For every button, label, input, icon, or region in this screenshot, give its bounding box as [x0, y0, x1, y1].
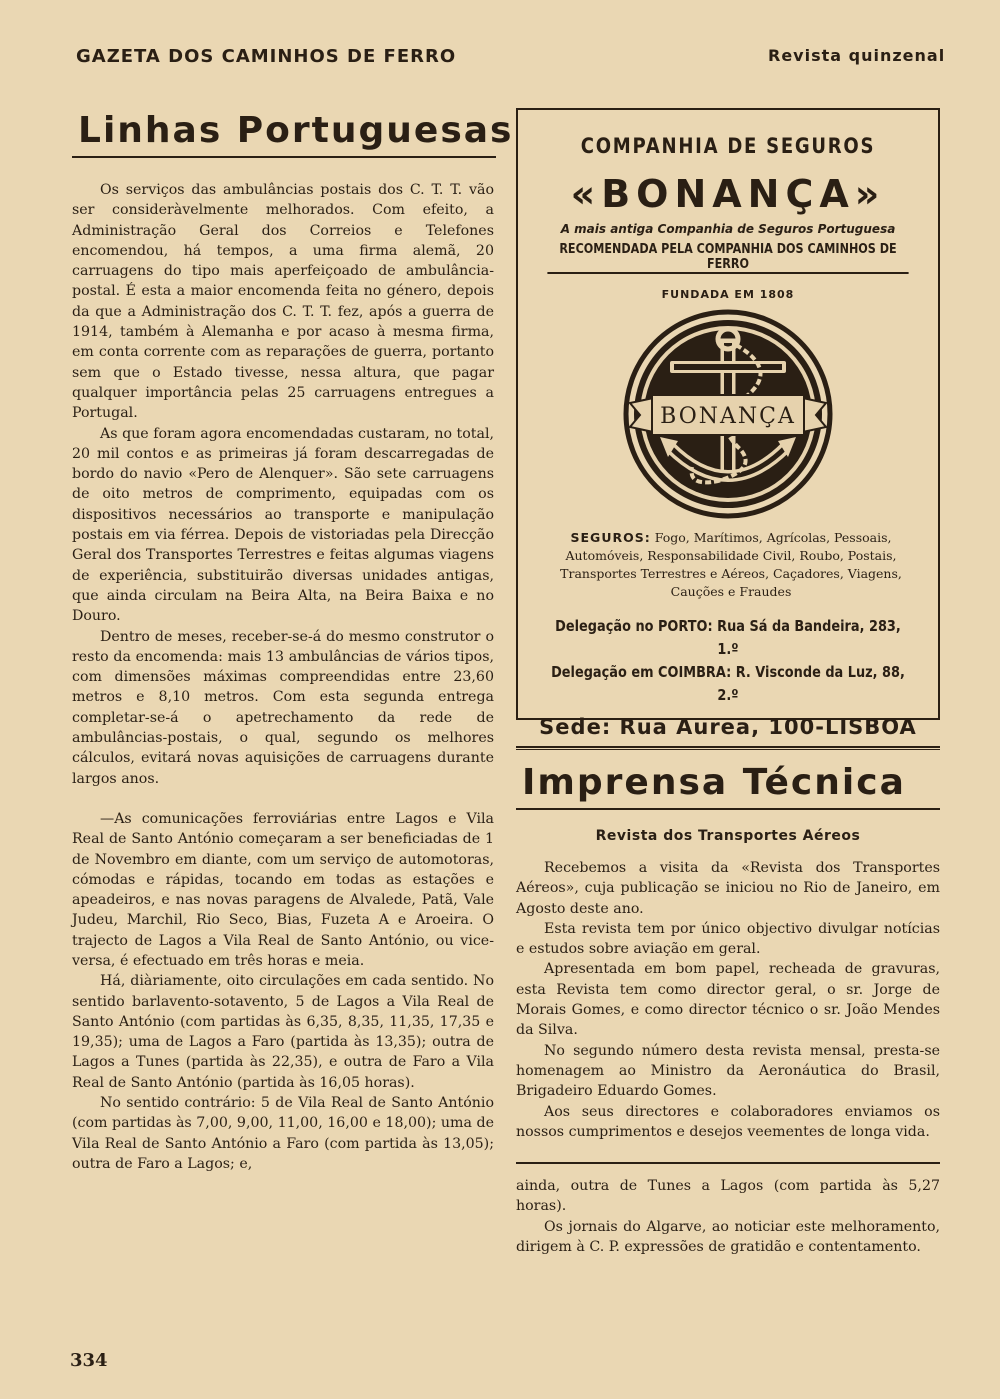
paragraph-spacer	[72, 789, 494, 809]
ad-company-name: «BONANÇA»	[570, 172, 886, 216]
running-header-subtitle: Revista quinzenal	[768, 46, 946, 65]
article-paragraph: Os serviços das ambulâncias postais dos C. T. T. vão ser consideràvelmente melhorados. Com efeito, a Administração Geral dos Correios e Telefones encomendou, há tempos, a uma firma alemã, 20 carruagens do tipo mais aperfeiçoado de ambulância-postal. É esta a maior encomenda feita no género, depois da que a Administração dos C. T. T. fez, após a guerra de 1914, também à Alemanha e por acaso à mesma firma, em conta corrente com as reparações de guerra, portanto sem que o Estado tivesse, nessa altura, que pagar qualquer importância pelas 25 carruagens entregues a Portugal.	[72, 182, 494, 422]
section-title-linhas-portuguesas: Linhas Portuguesas	[78, 110, 514, 151]
ad-delegation-coimbra: Delegação em COIMBRA: R. Visconde da Luz, 88, 2.º	[551, 663, 905, 704]
article-paragraph: ainda, outra de Tunes a Lagos (com partida às 5,27 horas).	[516, 1178, 940, 1215]
ad-company-label: COMPANHIA DE SEGUROS	[580, 134, 876, 158]
right-column	[516, 108, 940, 1257]
article-paragraph: Dentro de meses, receber-se-á do mesmo construtor o resto da encomenda: mais 13 ambulâncias de vários tipos, com dimensões máximas compreendidas entre 23,60 metros e 8,10 metros. Com esta segunda entrega completar-se-á o apetrechamento da rede de ambulâncias-postais, o qual, segundo os melhores cálculos, evitará novas aquisições de carruagens durante largos anos.	[72, 628, 494, 787]
ad-delegations	[547, 615, 908, 707]
article-continuation	[516, 1176, 940, 1257]
article-linhas-portuguesas	[72, 180, 496, 1174]
ad-services-list: Fogo, Marítimos, Agrícolas, Pessoais, Automóveis, Responsabilidade Civil, Roubo, Postais, Transportes Terrestres e Aéreos, Caçadores, Viagens, Cauções e Fraudes	[560, 530, 902, 599]
running-header-title: GAZETA DOS CAMINHOS DE FERRO	[76, 46, 457, 67]
article-paragraph: No sentido contrário: 5 de Vila Real de Santo António (com partidas às 7,00, 9,00, 11,00, 16,00 e 18,00); uma de Vila Real de Santo António a Faro (com partida às 13,05); outra de Faro a Lagos; e,	[72, 1095, 494, 1172]
press-subtitle: Revista dos Transportes Aéreos	[595, 828, 861, 844]
article-paragraph: Esta revista tem por único objectivo divulgar notícias e estudos sobre aviação em geral.	[516, 920, 940, 958]
title-rule	[72, 156, 496, 158]
page-number: 334	[70, 1350, 108, 1371]
section-title-imprensa-tecnica: Imprensa Técnica	[522, 762, 906, 803]
article-paragraph: No segundo número desta revista mensal, presta-se homenagem ao Ministro da Aeronáutica do Brasil, Brigadeiro Eduardo Gomes.	[516, 1042, 940, 1100]
article-paragraph: Recebemos a visita da «Revista dos Transportes Aéreos», cuja publicação se iniciou no Rio de Janeiro, em Agosto deste ano.	[516, 860, 940, 917]
article-paragraph: Os jornais do Algarve, ao noticiar este melhoramento, dirigem à C. P. expressões de gratidão e contentamento.	[516, 1218, 940, 1256]
ad-founded: FUNDADA EM 1808	[661, 288, 795, 301]
article-paragraph: As que foram agora encomendadas custaram, no total, 20 mil contos e as primeiras já foram descarregadas de bordo do navio «Pero de Alenquer». São sete carruagens de oito metros de comprimento, equipadas com os dispositivos necessários ao transporte e manipulação postais em via férrea. Depois de vistoriadas pela Direcção Geral dos Transportes Terrestres e feitas algumas viagens de experiência, substituirão diversas unidades antigas, que ainda circulam na Beira Alta, na Beira Baixa e no Douro.	[72, 425, 494, 625]
title-rule	[516, 808, 940, 810]
left-column	[72, 108, 514, 1174]
column-divider	[516, 1162, 940, 1164]
anchor-emblem-icon	[608, 309, 848, 519]
article-paragraph: Há, diàriamente, oito circulações em cada sentido. No sentido barlavento-sotavento, 5 de Lagos a Vila Real de Santo António (com partidas às 6,35, 8,35, 11,35, 17,35 e 19,35); uma de Lagos a Faro (partida às 13,35); outra de Lagos a Tunes (partida às 22,35), e outra de Faro a Vila Real de Santo António (partida às 16,05 horas).	[72, 973, 494, 1091]
article-paragraph: Apresentada em bom papel, recheada de gravuras, esta Revista tem como director geral, o sr. Jorge de Morais Gomes, e como director técnico o sr. João Mendes da Silva.	[516, 961, 940, 1039]
article-paragraph: —As comunicações ferroviárias entre Lagos e Vila Real de Santo António começaram a ser beneficiadas de 1 de Novembro em diante, com um serviço de automotoras, cómodas e rápidas, tocando em todas as estações e apeadeiros, e nas novas paragens de Alvalede, Patã, Vale Judeu, Marchil, Rio Seco, Bias, Fuzeta A e Aroeira. O trajecto de Lagos a Vila Real de Santo António, ou vice-versa, é efectuado em três horas e meia.	[72, 810, 494, 969]
ad-services-label: SEGUROS:	[570, 530, 651, 545]
ad-recommendation: RECOMENDADA PELA COMPANHIA DOS CAMINHOS DE FERRO	[547, 242, 908, 274]
article-imprensa-tecnica	[516, 858, 940, 1142]
advertisement-bonanca	[516, 108, 940, 739]
section-divider	[516, 746, 940, 750]
ad-headquarters: Sede: Rua Aurea, 100-LISBOA	[539, 715, 917, 739]
ad-delegation-porto: Delegação no PORTO: Rua Sá da Bandeira, 283, 1.º	[555, 617, 901, 658]
ad-tagline: A mais antiga Companhia de Seguros Portuguesa	[560, 222, 896, 236]
ad-services	[546, 529, 916, 601]
article-paragraph: Aos seus directores e colaboradores enviamos os nossos cumprimentos e desejos veementes de longa vida.	[516, 1103, 940, 1140]
emblem-ribbon-text: BONANÇA	[660, 404, 796, 429]
